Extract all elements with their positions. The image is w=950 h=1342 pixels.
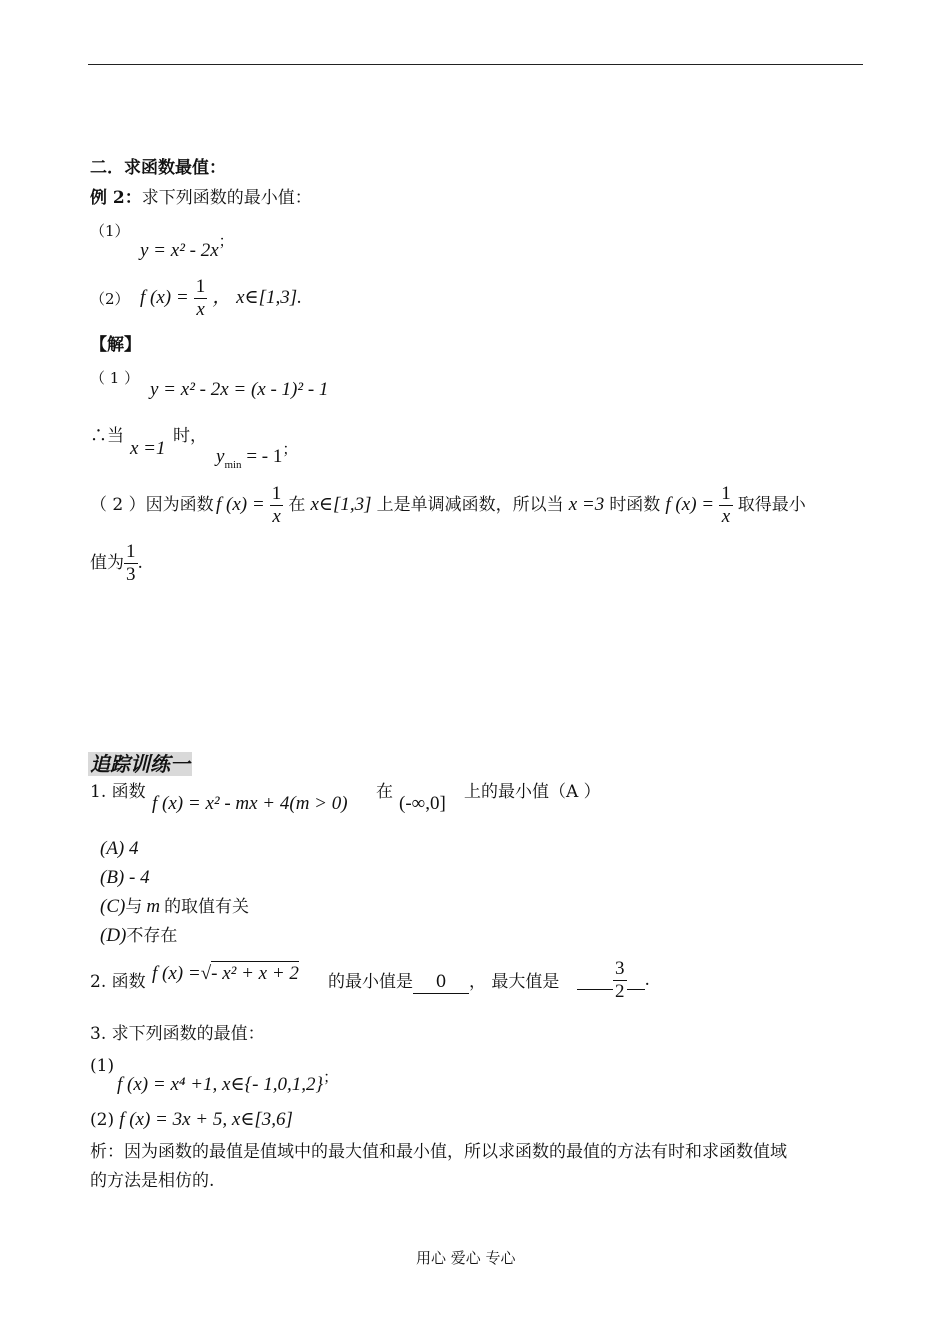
p2-fraction: $\frac{3}{2}$ bbox=[615, 958, 625, 1002]
q2-label: （2） bbox=[90, 290, 130, 308]
s2-text: 上是单调减函数，所以当 bbox=[376, 495, 564, 515]
p2-text: 的最小值是 0 ， 最大值是 bbox=[328, 972, 560, 992]
s1-expression: y = x² - 2x = (x - 1)² - 1 bbox=[150, 379, 329, 400]
s1b-x: x =1 bbox=[130, 438, 166, 459]
example-text: 求下列函数的最小值： bbox=[141, 188, 312, 208]
q2-expression bbox=[140, 276, 302, 321]
s1b-val: = - 1 bbox=[241, 446, 283, 467]
p1-label: 1. 函数 bbox=[90, 782, 146, 802]
s2-expression bbox=[216, 483, 806, 528]
p3b-line: (2) f (x) = 3x + 5, x∈[3,6] bbox=[90, 1109, 293, 1130]
s2b-end: . bbox=[137, 553, 143, 573]
s1b-prefix: ∴当 bbox=[90, 426, 124, 446]
p3a-expression: f (x) = x⁴ +1, x∈{- 1,0,1,2}； bbox=[117, 1070, 339, 1095]
s2-label: （ 2 ）因为函数 bbox=[90, 495, 214, 515]
s2b-line bbox=[90, 541, 143, 586]
s2-text2: 时函数 bbox=[609, 495, 661, 515]
q1-label: （1） bbox=[90, 222, 130, 240]
s2-fx2: f (x) = bbox=[665, 494, 715, 515]
p1-interval: (-∞,0] bbox=[399, 793, 446, 814]
s2b-fraction: $\frac{1}{3}$ bbox=[126, 541, 136, 585]
solution-label: 【解】 bbox=[90, 335, 141, 355]
q1-expression bbox=[140, 230, 234, 262]
s1b-ymin bbox=[216, 438, 297, 471]
p1-text: 上的最小值（A ） bbox=[464, 782, 601, 802]
p2-fx: f (x) = bbox=[152, 963, 201, 984]
s2-x3: x =3 bbox=[568, 494, 605, 515]
q1-expr: y = x² - 2x bbox=[140, 240, 219, 261]
s2-line bbox=[90, 494, 214, 516]
option-d: (D)不存在 bbox=[100, 925, 178, 946]
p2-expression: f (x) =√- x² + x + 2 bbox=[152, 963, 299, 984]
p2-sqrt: - x² + x + 2 bbox=[211, 963, 299, 984]
s1b-y: y bbox=[216, 446, 225, 467]
option-c: (C)与 m 的取值有关 bbox=[100, 896, 250, 917]
s2-fx: f (x) = bbox=[216, 494, 265, 515]
p2-label: 2. 函数 bbox=[90, 972, 146, 992]
s2-text3: 取得最小 bbox=[737, 495, 806, 515]
section-heading: 二．求函数最值： bbox=[90, 158, 226, 178]
analysis-line-2: 的方法是相仿的. bbox=[90, 1171, 215, 1191]
page-footer: 用心 爱心 专心 bbox=[416, 1249, 516, 1267]
s2-domain: x∈[1,3] bbox=[310, 494, 372, 515]
q1-end: ； bbox=[218, 234, 234, 250]
example-label: 例 2： bbox=[90, 188, 142, 208]
practice-title: 追踪训练一 bbox=[90, 752, 190, 776]
s1b-end: ； bbox=[282, 442, 298, 458]
s1b-time: 时， bbox=[173, 426, 207, 446]
s2-fraction2: $\frac{1}{x}$ bbox=[721, 483, 731, 527]
s1b-line bbox=[90, 425, 124, 447]
p1-in: 在 bbox=[376, 782, 393, 802]
option-b: (B) - 4 bbox=[100, 867, 150, 888]
q2-fx: f (x) = bbox=[140, 287, 189, 308]
s2b-prefix: 值为 bbox=[90, 553, 124, 573]
p1-expression: f (x) = x² - mx + 4(m > 0) bbox=[152, 793, 348, 814]
analysis-line-1: 析：因为函数的最值是值域中的最大值和最小值，所以求函数的最值的方法有时和求函数值域 bbox=[90, 1142, 787, 1162]
p2-max: $\frac{3}{2}$ . bbox=[577, 958, 650, 1003]
q2-domain: ， x∈[1,3]. bbox=[212, 287, 302, 308]
p2-min-blank: 0 bbox=[413, 971, 469, 994]
s2-fraction: $\frac{1}{x}$ bbox=[271, 483, 282, 527]
q2-fraction: $\frac{1}{x}$ bbox=[195, 276, 206, 320]
s1-label: （ 1 ） bbox=[90, 369, 140, 387]
p3a-label: (1) bbox=[90, 1056, 115, 1076]
header-rule bbox=[88, 64, 863, 65]
option-a: (A) 4 bbox=[100, 838, 139, 859]
s1b-sub: min bbox=[224, 459, 242, 471]
s2-mid: 在 bbox=[288, 495, 306, 515]
example-line bbox=[90, 187, 312, 209]
p3-label: 3. 求下列函数的最值： bbox=[90, 1024, 265, 1044]
